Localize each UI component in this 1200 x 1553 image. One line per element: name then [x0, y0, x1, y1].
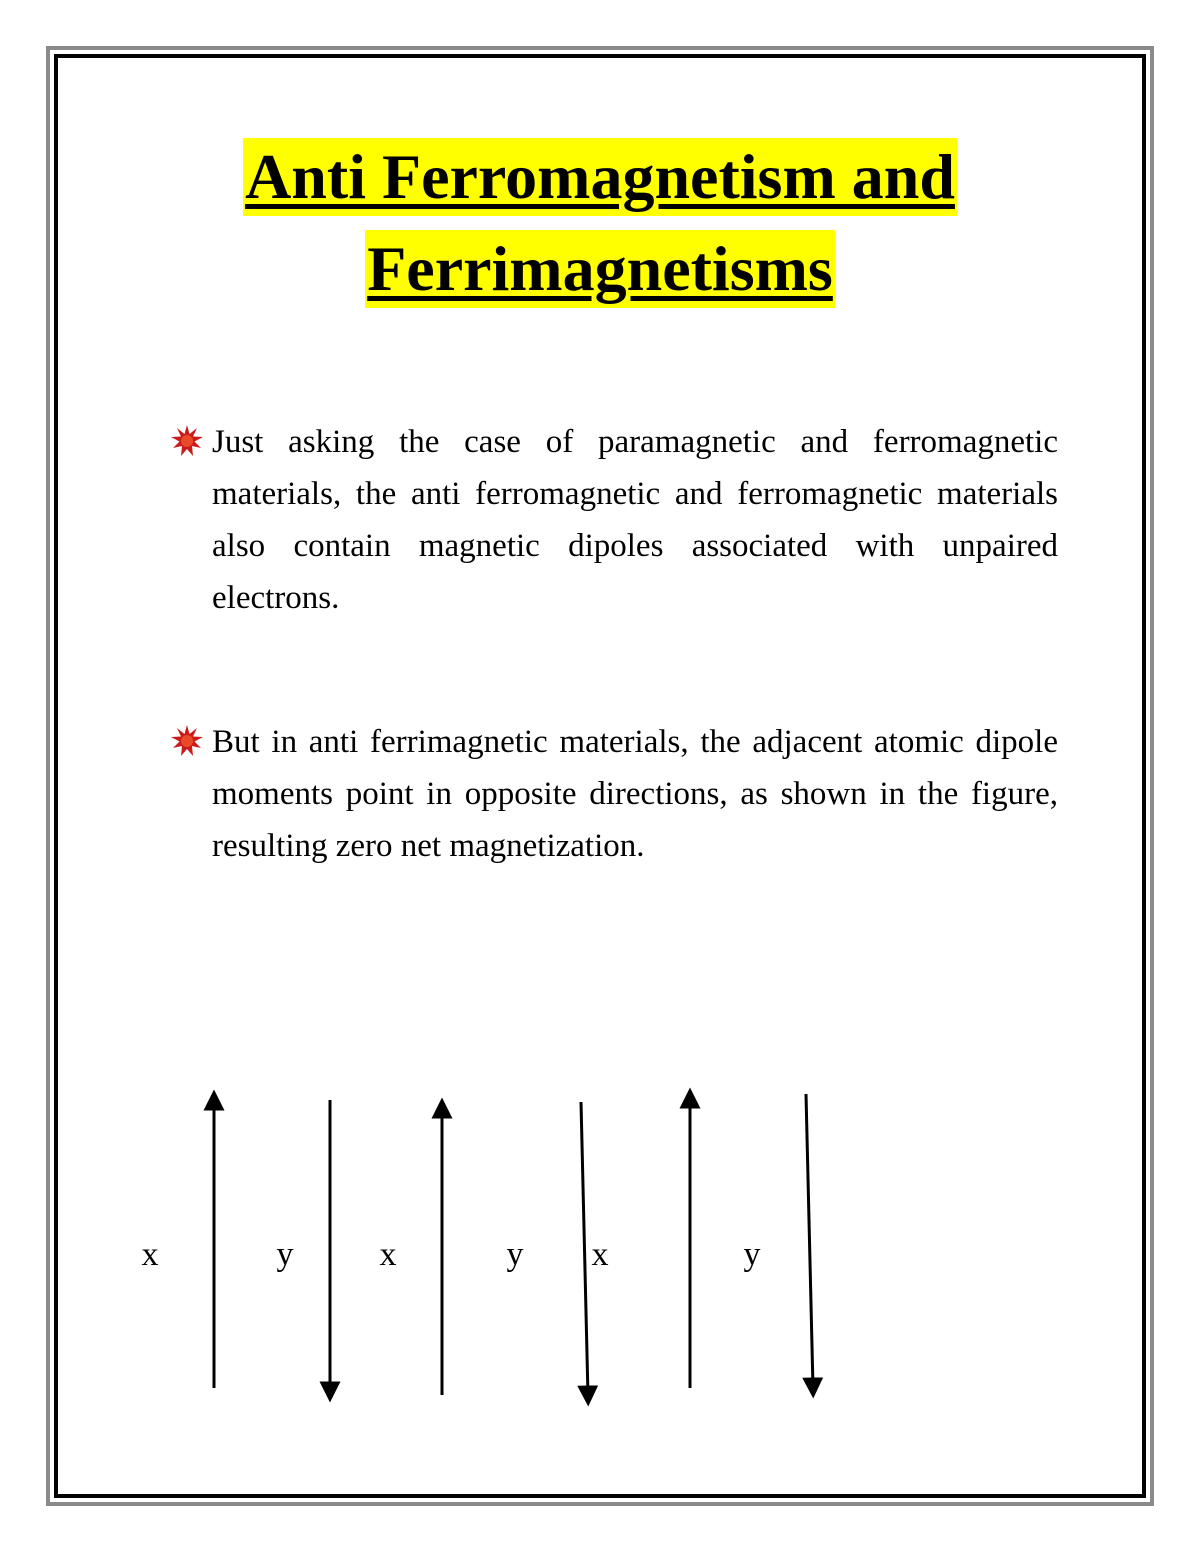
dipole-label-x: x [379, 1236, 397, 1273]
red-star-bullet-icon [170, 424, 204, 458]
bullet-text: But in anti ferrimagnetic materials, the adjacent atomic dipole moments point in opposite directions, as shown in the figure, resulting zero net magnetization. [212, 724, 1058, 864]
dipole-label-y: y [506, 1236, 524, 1273]
dipole-label-x: x [591, 1236, 609, 1273]
title-line-1: Anti Ferromagnetism and [243, 138, 957, 216]
dipole-label-x: x [141, 1236, 159, 1273]
red-star-bullet-icon [170, 724, 204, 758]
page-title [0, 138, 1200, 308]
dipole-label-y: y [743, 1236, 761, 1273]
dipole-label-y: y [276, 1236, 294, 1273]
bullet-text: Just asking the case of paramagnetic and ferromagnetic materials, the anti ferromagnetic and ferromagnetic materials also contain magnetic dipoles associated with unpaired electrons. [212, 424, 1058, 616]
bullet-item [212, 716, 1058, 872]
title-line-2: Ferrimagnetisms [365, 230, 835, 308]
bullet-item [212, 416, 1058, 624]
